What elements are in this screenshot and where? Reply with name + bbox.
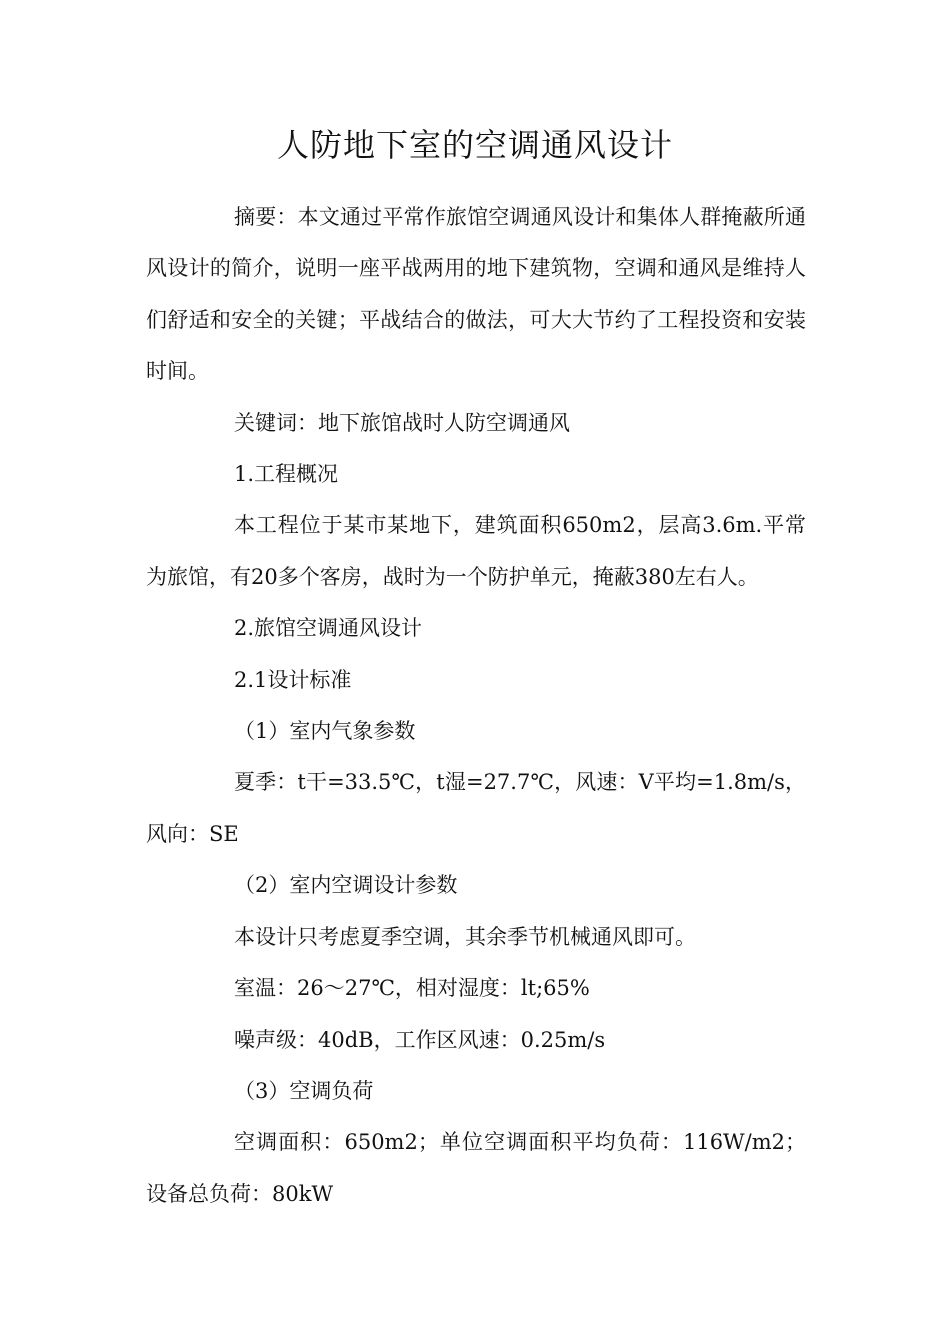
document-title: 人防地下室的空调通风设计 <box>276 126 673 164</box>
item-heading-indoor-weather: （1）室内气象参数 <box>234 719 416 744</box>
room-temperature-paragraph: 室温：26～27℃，相对湿度：lt;65% <box>234 976 590 1001</box>
keywords-paragraph: 关键词：地下旅馆战时人防空调通风 <box>234 410 570 435</box>
abstract-paragraph: 摘要：本文通过平常作旅馆空调通风设计和集体人群掩蔽所通风设计的简介，说明一座平战两用的地下建筑物，空调和通风是维持人们舒适和安全的关键；平战结合的做法，可大大节约了工程投资和安装时间。 <box>146 205 806 384</box>
summer-only-paragraph: 本设计只考虑夏季空调，其余季节机械通风即可。 <box>234 924 696 949</box>
summer-parameters-paragraph: 夏季：t干=33.5℃，t湿=27.7℃，风速：V平均=1.8m/s，风向：SE <box>146 770 806 846</box>
item-heading-indoor-ac-parameters: （2）室内空调设计参数 <box>234 873 458 898</box>
noise-level-paragraph: 噪声级：40dB，工作区风速：0.25m/s <box>234 1027 606 1052</box>
section-heading-hotel-ac-design: 2.旅馆空调通风设计 <box>234 616 423 641</box>
ac-load-paragraph: 空调面积：650m2；单位空调面积平均负荷：116W/m2；设备总负荷：80kW <box>146 1130 806 1206</box>
subsection-heading-design-standard: 2.1设计标准 <box>234 667 352 692</box>
project-overview-paragraph: 本工程位于某市某地下，建筑面积650m2，层高3.6m.平常为旅馆，有20多个客房，战时为一个防护单元，掩蔽380左右人。 <box>146 513 806 589</box>
section-heading-project-overview: 1.工程概况 <box>234 462 339 487</box>
document-body <box>146 192 806 1220</box>
item-heading-ac-load: （3）空调负荷 <box>234 1078 374 1103</box>
